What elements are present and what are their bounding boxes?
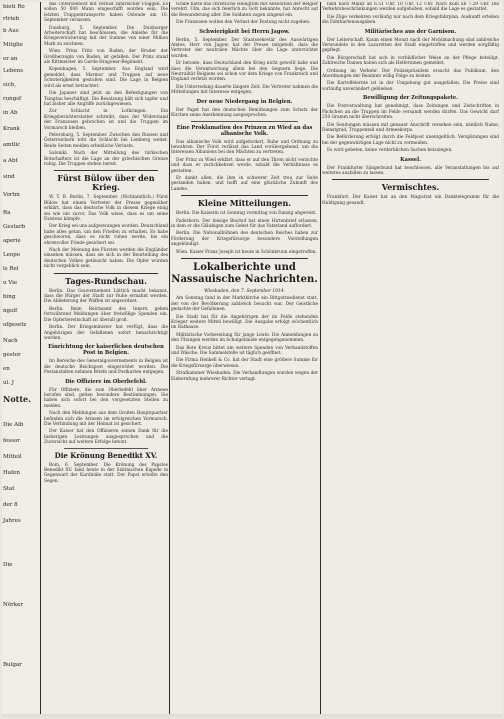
article-paragraph: Berlin. Beim Reichsamt des Innern gehen fortwährend Meldungen über freiwillige Spenden ein. Die Opferbereitschaft ist überall groß. bbox=[44, 306, 168, 323]
article-paragraph: Kopenhagen, 5. September. Aus England wird gemeldet, dass Marmor und Truppen auf neue Schwierigkeiten gestoßen sind. Die Lage in Belgien wird als ernst betrachtet. bbox=[44, 67, 168, 89]
article-paragraph: W. T. B. Berlin, 7. September. (Nichtamtlich.) Fürst Bülow hat einem Vertreter der Presse gegenüber erklärt, dass das deutsche Volk in diesem Kriege einig sei wie nie zuvor. Das Volk wisse, dass es um seine Existenz kämpfe. bbox=[44, 195, 168, 222]
headline-tages-rundschau: Tages-Rundschau. bbox=[65, 275, 147, 286]
headline-zeitungspakete: Bewilligung der Zeitungspakete. bbox=[362, 95, 459, 102]
section-divider bbox=[54, 170, 158, 171]
column-3 bbox=[322, 2, 499, 714]
fragment-line: en bbox=[3, 366, 10, 372]
article-paragraph: Der Prinz zu Wied erklärt, dass er auf den Thron nicht verzichte und dass er zurückkehren werde, sobald die Verhältnisse es gestatten. bbox=[171, 157, 318, 174]
fragment-line: der 8 bbox=[3, 502, 18, 508]
article-paragraph: Die Züge verkehren vorläufig nur nach dem Kriegsfahrplan. Auskunft erteilen die Fahrkartenausgaben. bbox=[322, 14, 499, 26]
headline-kassel: Kassel. bbox=[400, 156, 421, 163]
article-paragraph: Das albanische Volk wird aufgefordert, Ruhe und Ordnung zu bewahren. Der Fürst verlässt das Land vorübergehend, um die Interessen Albaniens bei den Mächten zu vertreten. bbox=[171, 139, 318, 156]
article-paragraph: Zur Schlacht in Lothringen. Ein Kriegsberichterstatter schreibt, dass der Widerstand der Franzosen gebrochen ist und die Truppen im Vormarsch bleiben. bbox=[44, 109, 168, 131]
fragment-line: a Abt bbox=[3, 158, 18, 164]
section-divider bbox=[332, 179, 489, 180]
article-paragraph: Am Sonntag fand in der Marktkirche ein Bittgottesdienst statt, der von der Bevölkerung zahlreich besucht war. Der Geistliche gedachte der Gefallenen. bbox=[171, 296, 318, 313]
article-paragraph: Grabe hatte das christliche Heiligtum mit Absolution der Belgier verehrt. Ulm, das sich feierlich zu Gott bekannte, hat Anrecht auf die Bewunderung aller. Die Soldaten zogen singend ein. bbox=[171, 2, 318, 18]
fragment-line: Bulgar bbox=[3, 662, 22, 668]
article-paragraph: Nach der Meinung des Fürsten werden die Engländer einsehen müssen, dass sie sich in der Beurteilung des deutschen Volkes getäuscht haben. Die Opfer würden nicht vergeblich sein. bbox=[44, 248, 168, 270]
section-divider bbox=[191, 121, 298, 122]
article-paragraph: Die Japaner sind jetzt an den Befestigungen von Tsingtau beschäftigt. Die Besatzung hält sich tapfer und hat bisher alle Angriffe zurückgewiesen. bbox=[44, 91, 168, 107]
section-divider bbox=[181, 195, 308, 196]
fragment-line: b Aus bbox=[3, 28, 19, 34]
fragment-line: Ra bbox=[3, 210, 11, 216]
article-paragraph: Das Rote Kreuz bittet um weitere Spenden von Verbandstoffen und Wäsche. Die Sammelstelle ist täglich geöffnet. bbox=[171, 345, 318, 357]
article-paragraph: Die Kartoffelernte ist in der Umgebung gut ausgefallen. Die Preise sind vorläufig unverändert geblieben. bbox=[322, 81, 499, 92]
article-paragraph: Die Bürgerschaft hat sich in vorbildlicher Weise an der Pflege beteiligt. Zahlreiche Damen haben sich als Helferinnen gemeldet. bbox=[322, 55, 499, 67]
fragment-line: gestor bbox=[3, 352, 21, 358]
headline-jagow: Schwierigkeit bei Herrn Jagow. bbox=[199, 28, 290, 35]
headline-kleine-mitteilungen: Kleine Mitteilungen. bbox=[197, 198, 292, 209]
headline-vermischtes: Vermischtes. bbox=[381, 182, 440, 193]
column-rule bbox=[320, 2, 321, 714]
fragment-line: Hafen bbox=[3, 470, 20, 476]
fragment-line: bieti Ro bbox=[3, 4, 25, 10]
article-paragraph: Wien. Kaiser Franz Joseph ist heute in Schönbrunn eingetroffen. bbox=[176, 249, 317, 255]
article-paragraph: Paderborn. Der hiesige Bischof hat einen Hirtenbrief erlassen, in dem er die Gläubigen zum Gebet für das Vaterland auffordert. bbox=[171, 218, 318, 229]
newspaper-page bbox=[2, 2, 502, 717]
article-paragraph: Frankfurt. Der Kaiser hat an den Magistrat ein Danktelegramm für die Huldigung gesandt. bbox=[322, 195, 499, 206]
fragment-line: Mitteil bbox=[3, 454, 22, 460]
fragment-line: Stat bbox=[3, 486, 15, 492]
section-divider bbox=[64, 448, 148, 449]
fragment-line: Nach bbox=[3, 338, 18, 344]
fragment-line: Nörker bbox=[3, 602, 23, 608]
section-divider bbox=[181, 258, 308, 259]
fragment-line: ls Rei bbox=[3, 266, 19, 272]
article-paragraph: Berlin, 5. September. Der Staatssekretär des Auswärtigen Amtes, Herr von Jagow, hat der Presse mitgeteilt, dass die Vertreter der neutralen Mächte über die Lage unterrichtet wurden. bbox=[171, 37, 318, 59]
article-paragraph: Er dankt allen, die ihm in schwerer Zeit treu zur Seite gestanden haben, und hofft auf eine glückliche Zukunft des Landes. bbox=[171, 175, 318, 192]
article-paragraph: Berlin. Das Gouvernement Lüttich macht bekannt, dass die Bürger der Stadt zur Ruhe ermahnt werden. Die Ablieferung der Waffen ist angeordnet. bbox=[44, 288, 168, 305]
article-paragraph: Die Franzosen wollen den Verlust der Festung nicht zugeben. bbox=[176, 20, 311, 26]
article-paragraph: Ordnung im Verkehr. Der Polizeipräsident ersucht das Publikum, den Anordnungen der Beamten willig Folge zu leisten. bbox=[322, 68, 499, 80]
headline-kroenung: Die Krönung Benedikt XV. bbox=[54, 450, 158, 460]
fragment-line: amtlic bbox=[3, 142, 21, 148]
fragment-line: bing bbox=[3, 294, 16, 300]
fragment-line: ofgesetz bbox=[3, 322, 27, 328]
article-paragraph: Der Frankfurter Sängerbund hat beschlossen, alle Veranstaltungen bis auf weiteres ausfallen zu lassen. bbox=[322, 165, 499, 176]
fragment-line: in Ab bbox=[3, 110, 18, 116]
section-divider bbox=[54, 273, 158, 274]
dateline: Wiesbaden, den 7. September 1914. bbox=[204, 289, 285, 294]
fragment-line: sich, bbox=[3, 82, 16, 88]
fragment-line: er an bbox=[3, 56, 18, 62]
article-paragraph: Für Offiziere, die zum Oberbefehl über Armeen berufen sind, gelten besondere Bestimmungen. Sie haben sich sofort bei den vorgesetzten Stellen zu melden. bbox=[44, 387, 168, 409]
article-paragraph: Der Kaiser hat den Offizieren seinen Dank für die bisherigen Leistungen ausgesprochen und die Zuversicht auf weitere Erfolge betont. bbox=[44, 429, 168, 446]
fragment-line: fessor bbox=[3, 438, 20, 444]
fragment-line: Gestarb bbox=[3, 224, 26, 230]
headline-militaerisches: Militärisches aus der Garnison. bbox=[364, 28, 457, 35]
fragment-line: Mitglie bbox=[3, 42, 23, 48]
left-page-fragment bbox=[2, 2, 41, 717]
article-paragraph: Petersburg, 5. September. Zwischen den Russen und Österreichern tobt die Schlacht bei Lemberg weiter. Beide Seiten melden erhebliche Verluste. bbox=[44, 132, 168, 149]
article-paragraph: Der Krieg sei uns aufgezwungen worden. Deutschland habe alles getan, um den Frieden zu erhalten. Es habe geschworen, dass es nicht ruhen werde, bis ein ehrenvoller Friede gesichert sei. bbox=[44, 224, 168, 246]
article-paragraph: Es wird gebeten, keine verderblichen Sachen beizulegen. bbox=[327, 148, 453, 154]
article-paragraph: Nach den Meldungen aus dem Großen Hauptquartier befinden sich die Armeen im erfolgreichen Vormarsch. Die Verbindung mit der Heimat ist gesichert. bbox=[44, 411, 168, 427]
headline-proklamation: Eine Proklamation des Prinzen zu Wied an das albanische Volk. bbox=[176, 124, 313, 137]
headline-buelow: Fürst Bülow über den Krieg. bbox=[57, 173, 155, 193]
article-paragraph: Die Unterredung dauerte längere Zeit. Die Vertreter nahmen die Mitteilungen mit Interesse entgegen. bbox=[171, 84, 318, 96]
article-paragraph: Berlin. Die Nationalbühnen des deutschen Reiches haben zur Förderung der Kriegsfürsorge besondere Vorstellungen angekündigt. bbox=[171, 231, 318, 248]
fragment-line: Jahres bbox=[3, 518, 21, 524]
article-paragraph: Saloniki. Nach der Mitteilung des türkischen Botschafters ist die Lage an der griechischen Grenze ruhig. Die Truppen stehen bereit. bbox=[44, 151, 168, 167]
article-paragraph: das Unterseeboot mit Verlust zahlreicher Flaggen. Es sollen 50 000 Mann eingeschifft worden sein. Die letzten Truppentransporte haben Ostende am 10. September verlassen. bbox=[44, 2, 168, 24]
headline-offiziere: Die Offiziere im Oberbefehl. bbox=[65, 378, 147, 385]
article-paragraph: Die Firma Henkell & Co. hat der Stadt eine größere Summe für die Kriegsfürsorge überwiesen. bbox=[171, 358, 318, 369]
headline-lokalberichte: Lokalberichte und Nassauische Nachrichten. bbox=[171, 262, 318, 285]
article-paragraph: Die Stadt hat für die Angehörigen der im Felde stehenden Krieger weitere Mittel bewilligt. Die Ausgabe erfolgt wöchentlich im Rathause. bbox=[171, 314, 318, 331]
fragment-line: Krank bbox=[3, 126, 20, 132]
headline-niedergang: Der neue Niedergang in Belgien. bbox=[196, 98, 293, 105]
article-paragraph: Berlin. Der Kriegsminister hat verfügt, dass die Angehörigen der Gefallenen sofort benachrichtigt werden. bbox=[44, 325, 168, 341]
article-paragraph: Er betonte, dass Deutschland den Krieg nicht gewollt habe und dass die Verantwortung allein bei den Gegnern liege. Die Neutralität Belgiens sei schon vor dem Kriege von Frankreich und England verletzt worden. bbox=[171, 61, 318, 83]
fragment-line: Vortm bbox=[3, 192, 20, 198]
fragment-line: rungsf bbox=[3, 96, 22, 102]
article-paragraph: Im Bereiche des Generalgouvernements in Belgien ist die deutsche Reichspost eingerichtet worden. Die Postanstalten nehmen Briefe und Postkarten entgegen. bbox=[44, 359, 168, 376]
article-paragraph: Rom, 6. September. Die Krönung des Papstes Benedikt XV. fand heute in der Sixtinischen Kapelle in Gegenwart der Kardinäle statt. Der Papst erteilte den Segen. bbox=[44, 462, 168, 484]
fragment-line: rtrieb bbox=[3, 16, 20, 22]
fragment-heading: Notte. bbox=[3, 394, 31, 404]
article-paragraph: Die Beförderung erfolgt durch die Feldpost unentgeltlich. Verspätungen sind bei der gegenwärtigen Lage nicht zu vermeiden. bbox=[322, 135, 499, 146]
column-1 bbox=[44, 2, 168, 714]
fragment-line: Lebens bbox=[3, 68, 24, 74]
article-paragraph: Die Postverwaltung hat genehmigt, dass Zeitungen und Zeitschriften in Päckchen an die Truppen im Felde versandt werden dürfen. Das Gewicht darf 250 Gramm nicht überschreiten. bbox=[322, 104, 499, 121]
article-paragraph: Die Sendungen müssen mit genauer Anschrift versehen sein, nämlich Name, Dienstgrad, Truppenteil und Armeekorps. bbox=[322, 122, 499, 133]
article-paragraph: Der Papst hat den deutschen Bemühungen zum Schutz der Kirchen seine Anerkennung ausgesprochen. bbox=[171, 107, 318, 119]
fragment-line: Die Alb bbox=[3, 422, 24, 428]
fragment-line: u Vie bbox=[3, 280, 18, 286]
article-paragraph: Der Leiterschaft. Kaum einen Monat nach der Mobilmachung sind zahlreiche Verwundete in den Lazaretten der Stadt eingetroffen und werden sorgfältig gepflegt. bbox=[322, 37, 499, 54]
column-2 bbox=[171, 2, 318, 714]
article-paragraph: Berlin. Die Kaiserin ist Sonntag vormittag von Danzig abgereist. bbox=[176, 211, 317, 217]
headline-post-belgien: Einrichtung der kaiserlichen deutschen Post in Belgien. bbox=[48, 344, 164, 357]
column-rule bbox=[169, 2, 170, 714]
fragment-line: ul. J bbox=[3, 380, 15, 386]
page-bottom-edge bbox=[2, 714, 502, 717]
article-paragraph: Strafkammer Wiesbaden. Die Verhandlungen wurden wegen der Einberufung mehrerer Richter vertagt. bbox=[171, 371, 318, 382]
fragment-line: aperie bbox=[3, 238, 21, 244]
fragment-line: Leopo bbox=[3, 252, 21, 258]
article-paragraph: Militärische Vorbereitung für junge Leute. Die Anmeldungen zu den Übungen werden im Schulgebäude entgegengenommen. bbox=[171, 332, 318, 344]
fragment-line: sind bbox=[3, 174, 15, 180]
article-paragraph: Duisburg, 5. September. Die Duisburger Arbeiterschaft hat beschlossen, die Anleihe für die Kriegsversicherung mit der Summe von einer Million Mark zu zeichnen. bbox=[44, 25, 168, 47]
article-paragraph: Wien. Prinz Fritz von Baden, der Bruder der Großherzogin von Baden, ist gefallen. Der Prinz stand als Rittmeister im Garde-Dragoner-Regiment. bbox=[44, 49, 168, 66]
fragment-line: ngolf bbox=[3, 308, 18, 314]
fragment-line: Die bbox=[3, 562, 13, 568]
article-paragraph: bald nach Mainz ab 6.51 Uhr, 10 Uhr, 12 Uhr. Nach Köln ab 7.29 Uhr. Die Verkehrsbeschränkungen werden aufgehoben, sobald die Lage es gestattet. bbox=[322, 2, 499, 13]
